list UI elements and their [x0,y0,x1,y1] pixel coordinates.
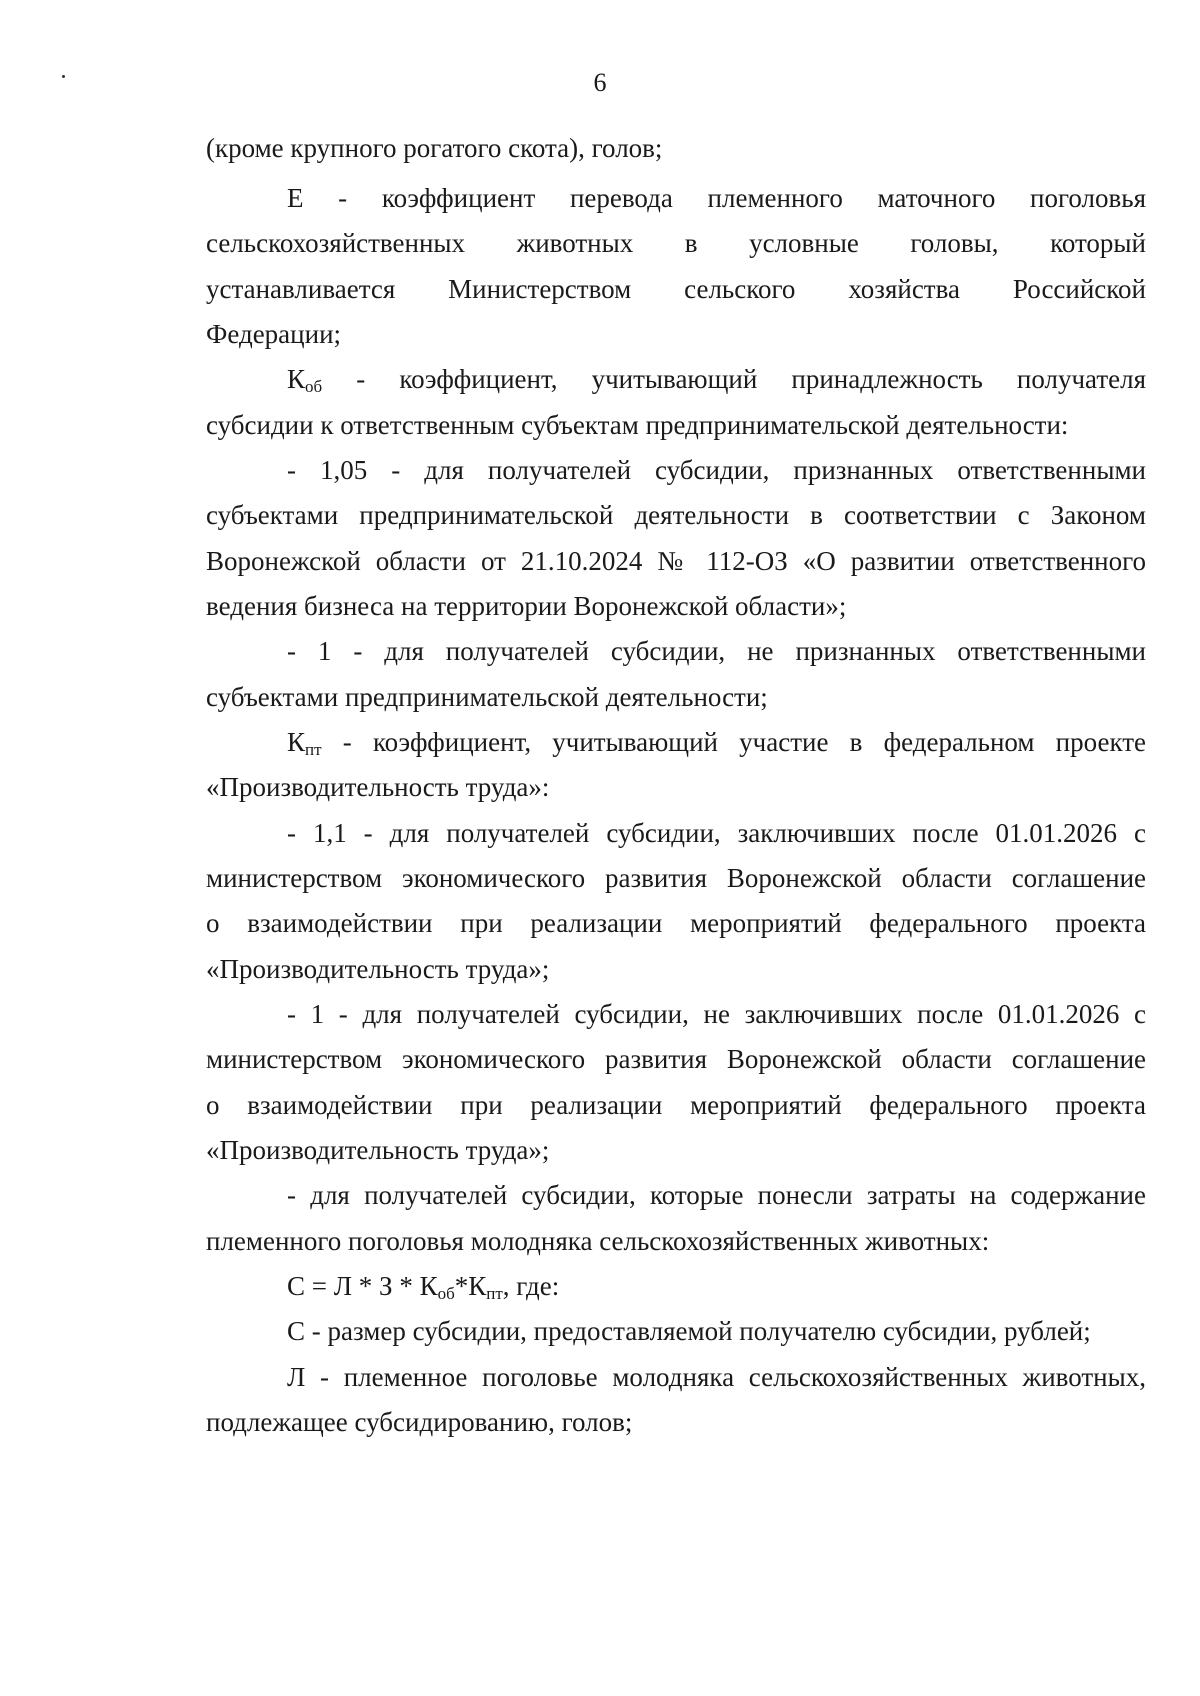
line-text: ведения бизнеса на территории Воронежской области»; [206,591,847,621]
text-line [206,1088,1146,1122]
text-line [287,181,1146,215]
text-line [287,725,1146,759]
line-text: подлежащее субсидированию, голов; [206,1407,633,1437]
subsidy-formula [287,1269,1200,1303]
line-text: о взаимодействии при реализации мероприятий федерального проекта [206,1090,1146,1120]
text-line [206,408,1200,442]
text-line [206,544,1146,578]
line-text: - коэффициент, учитывающий принадлежность получателя [322,364,1146,394]
line-text: о взаимодействии при реализации мероприятий федерального проекта [206,908,1146,938]
text-line [206,906,1146,940]
line-text: - 1,05 - для получателей субсидии, признанных ответственными [287,455,1146,485]
line-text: С - размер субсидии, предоставляемой получателю субсидии, рублей; [287,1316,1091,1346]
coefficient-symbol: К [287,727,306,757]
page-number: 6 [593,68,607,97]
line-text: (кроме крупного рогатого скота), голов; [206,133,663,163]
line-text: субъектами предпринимательской деятельности; [206,682,768,712]
line-text: сельскохозяйственных животных в условные головы, который [206,228,1146,258]
coefficient-subscript: об [305,377,323,396]
text-line [287,362,1146,396]
text-line [206,680,1200,714]
text-line [287,634,1146,668]
formula-part: пт [486,1284,503,1303]
text-line [206,272,1146,306]
text-line [206,1405,1200,1439]
line-text: - коэффициент, учитывающий участие в федеральном проекте [321,727,1146,757]
text-line [206,1133,1200,1167]
text-line [206,317,1200,351]
line-text: «Производительность труда»; [206,1135,550,1165]
text-line [287,1314,1200,1348]
line-text: «Производительность труда»: [206,772,550,802]
line-text: - 1 - для получателей субсидии, не признанных ответственными [287,636,1146,666]
formula-part: *К [454,1271,487,1301]
text-line [206,226,1146,260]
line-text: Воронежской области от 21.10.2024 № 112-ОЗ «О развитии ответственного [206,546,1146,576]
coefficient-subscript: пт [305,740,322,759]
text-line [287,453,1146,487]
line-text: «Производительность труда»; [206,954,550,984]
formula-part: об [437,1284,455,1303]
text-line [206,131,1200,165]
formula-part: С = Л * З * К [287,1271,438,1301]
text-line [206,861,1146,895]
line-text: племенного поголовья молодняка сельскохозяйственных животных: [206,1226,990,1256]
line-text: Е - коэффициент перевода племенного маточного поголовья [287,183,1146,213]
text-line [206,589,1200,623]
text-line [206,1042,1146,1076]
line-text: министерством экономического развития Воронежской области соглашение [206,863,1146,893]
text-line [287,1360,1146,1394]
formula-part: , где: [502,1271,560,1301]
text-line [206,1224,1200,1258]
line-text: Л - племенное поголовье молодняка сельскохозяйственных животных, [287,1362,1146,1392]
text-line [206,952,1200,986]
line-text: Федерации; [206,319,342,349]
line-text: субсидии к ответственным субъектам предпринимательской деятельности: [206,410,1069,440]
text-line [206,770,1200,804]
coefficient-symbol: К [287,364,306,394]
line-text: субъектами предпринимательской деятельности в соответствии с Законом [206,500,1146,530]
line-text: министерством экономического развития Воронежской области соглашение [206,1044,1146,1074]
text-line [287,816,1146,850]
text-line [206,498,1146,532]
text-line [287,997,1146,1031]
text-line [287,1178,1146,1212]
line-text: - 1,1 - для получателей субсидии, заключивших после 01.01.2026 с [287,818,1146,848]
line-text: - 1 - для получателей субсидии, не заключивших после 01.01.2026 с [287,999,1146,1029]
line-text: устанавливается Министерством сельского хозяйства Российской [206,274,1146,304]
line-text: - для получателей субсидии, которые понесли затраты на содержание [287,1180,1146,1210]
